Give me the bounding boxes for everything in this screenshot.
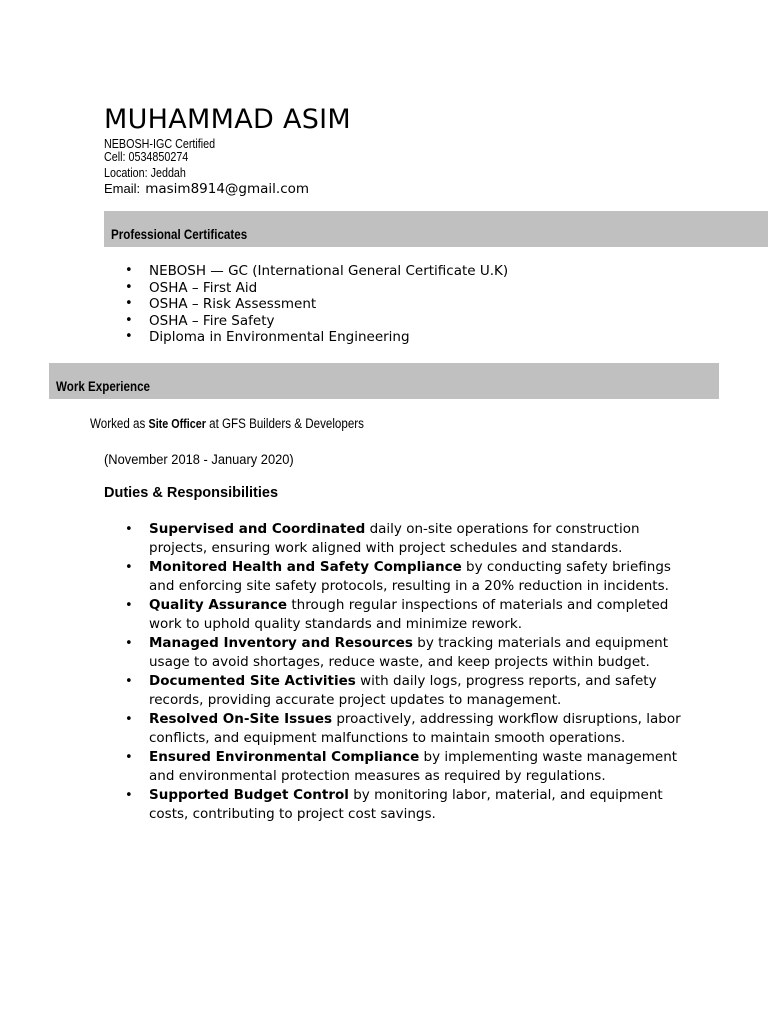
certificate-text: OSHA – Risk Assessment bbox=[149, 296, 317, 312]
bullet-icon: • bbox=[125, 560, 133, 575]
duty-title: Quality Assurance bbox=[149, 597, 288, 613]
bullet-icon: • bbox=[125, 674, 133, 689]
list-item bbox=[125, 520, 685, 558]
list-item bbox=[125, 313, 745, 330]
duty-description: by monitoring labor, material, and equipment costs, contributing to project cost savings. bbox=[149, 787, 663, 822]
job-company: at GFS Builders & Developers bbox=[209, 416, 364, 431]
certificates-section-title: Professional Certificates bbox=[111, 227, 248, 242]
bullet-icon: • bbox=[125, 788, 133, 803]
duty-description: by conducting safety briefings and enforcing site safety protocols, resulting in a 20% reduction in incidents. bbox=[149, 559, 671, 594]
bullet-icon: • bbox=[125, 329, 133, 344]
list-item bbox=[125, 672, 685, 710]
bullet-icon: • bbox=[125, 279, 133, 295]
list-item bbox=[125, 296, 745, 313]
duty-description: proactively, addressing workflow disruptions, labor conflicts, and equipment malfunctions to maintain smooth operations. bbox=[149, 711, 681, 746]
job-summary-line bbox=[90, 416, 364, 431]
bullet-icon: • bbox=[125, 750, 133, 765]
experience-section-title: Work Experience bbox=[56, 379, 151, 394]
certification-line: NEBOSH-IGC Certified bbox=[104, 137, 216, 151]
list-item bbox=[125, 558, 685, 596]
certificate-text: NEBOSH — GC (International General Certificate U.K) bbox=[149, 263, 509, 279]
bullet-icon: • bbox=[125, 598, 133, 613]
duty-title: Monitored Health and Safety Compliance bbox=[149, 559, 462, 575]
worked-prefix: Worked as bbox=[90, 416, 146, 431]
duty-title: Supervised and Coordinated bbox=[149, 521, 366, 537]
list-item bbox=[125, 329, 745, 346]
email-link[interactable]: masim8914@gmail.com bbox=[145, 181, 310, 197]
duty-description: with daily logs, progress reports, and safety records, providing accurate project updates to management. bbox=[149, 673, 657, 708]
candidate-name: MUHAMMAD ASIM bbox=[104, 104, 352, 135]
bullet-icon: • bbox=[125, 296, 133, 311]
list-item bbox=[125, 596, 685, 634]
email-line bbox=[104, 180, 309, 197]
list-item bbox=[125, 710, 685, 748]
employment-period: (November 2018 - January 2020) bbox=[104, 451, 294, 467]
location-line: Location: Jeddah bbox=[104, 166, 186, 180]
bullet-icon: • bbox=[125, 263, 133, 278]
email-label: Email: bbox=[104, 181, 141, 196]
list-item bbox=[125, 786, 685, 824]
list-item bbox=[125, 634, 685, 672]
certificate-text: OSHA – Fire Safety bbox=[149, 312, 275, 329]
duties-list bbox=[125, 520, 685, 824]
bullet-icon: • bbox=[125, 522, 133, 537]
certificate-text: Diploma in Environmental Engineering bbox=[149, 329, 410, 345]
duty-title: Managed Inventory and Resources bbox=[149, 635, 413, 651]
duty-description: through regular inspections of materials and completed work to uphold quality standards and minimize rework. bbox=[149, 597, 669, 632]
cell-line: Cell: 0534850274 bbox=[104, 150, 189, 164]
duty-description: daily on-site operations for construction projects, ensuring work aligned with project schedules and standards. bbox=[149, 521, 640, 556]
duty-title: Supported Budget Control bbox=[149, 787, 349, 803]
duty-description: by tracking materials and equipment usage to avoid shortages, reduce waste, and keep projects within budget. bbox=[149, 635, 669, 670]
duty-description: by implementing waste management and environmental protection measures as required by regulations. bbox=[149, 749, 678, 784]
bullet-icon: • bbox=[125, 312, 133, 328]
certificate-text: OSHA – First Aid bbox=[149, 279, 258, 296]
duties-heading: Duties & Responsibilities bbox=[104, 485, 279, 501]
certificates-list bbox=[125, 263, 745, 346]
duty-title: Ensured Environmental Compliance bbox=[149, 749, 420, 765]
list-item bbox=[125, 280, 745, 297]
list-item bbox=[125, 748, 685, 786]
duty-title: Resolved On-Site Issues bbox=[149, 711, 333, 727]
list-item bbox=[125, 263, 745, 280]
job-role: Site Officer bbox=[148, 417, 206, 431]
duty-title: Documented Site Activities bbox=[149, 673, 356, 689]
bullet-icon: • bbox=[125, 712, 133, 727]
bullet-icon: • bbox=[125, 636, 133, 651]
